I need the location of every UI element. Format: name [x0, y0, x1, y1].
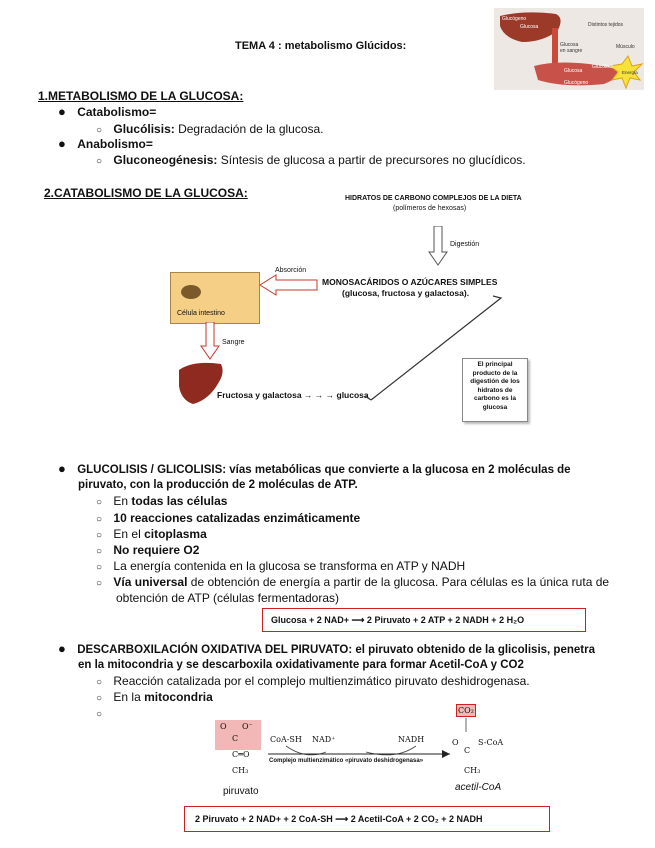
metabolism-illustration: [494, 8, 644, 90]
list-subitem: ○ En la mitocondria: [96, 690, 213, 704]
diagram-top-label: HIDRATOS DE CARBONO COMPLEJOS DE LA DIETA: [345, 195, 522, 202]
circle-bullet-icon: ○: [96, 693, 103, 704]
svg-text:Energía: Energía: [622, 70, 638, 75]
svg-text:Músculo: Músculo: [616, 44, 635, 50]
svg-text:Glucógeno: Glucógeno: [564, 80, 589, 86]
decarboxylation-equation: 2 Piruvato + 2 NAD+ + 2 CoA-SH ⟶ 2 Acetil-CoA + 2 CO₂ + 2 NADH: [184, 806, 550, 832]
blood-arrow-icon: [200, 322, 220, 360]
acetylcoa-label: acetil-CoA: [455, 782, 502, 793]
decarboxylation-heading-line2: en la mitocondria y se descarboxila oxidativamente para formar Acetil-CoA y CO2: [78, 659, 524, 671]
co2-box: CO₂: [456, 704, 476, 717]
glycolysis-equation: Glucosa + 2 NAD+ ⟶ 2 Piruvato + 2 ATP + 2 NADH + 2 H₂O: [262, 608, 586, 632]
absorption-arrow-icon: [258, 274, 318, 296]
enzyme-label: Complejo multienzimático «piruvato deshidrogenasa»: [269, 758, 424, 764]
circle-bullet-icon: ○: [96, 562, 103, 573]
pyruvate-structure: O O⁻ C C═O CH₃: [220, 722, 253, 775]
page-title: TEMA 4 : metabolismo Glúcidos:: [235, 40, 407, 52]
bullet-icon: ●: [58, 641, 66, 656]
coash-label: CoA-SH: [270, 735, 302, 744]
svg-text:Glucosa: Glucosa: [520, 24, 539, 30]
list-subitem: ○ En todas las células: [96, 494, 228, 508]
circle-bullet-icon: ○: [96, 709, 103, 720]
mono-label: MONOSACÁRIDOS O AZÚCARES SIMPLES: [322, 277, 498, 287]
nadh-label: NADH: [398, 735, 425, 744]
list-subitem: ○ Vía universal de obtención de energía a partir de la glucosa. Para células es la única ruta de: [96, 575, 610, 589]
bullet-icon: ●: [58, 104, 66, 119]
acetylcoa-structure: O C S-CoA CH₃: [452, 738, 504, 775]
section-1-heading: 1.METABOLISMO DE LA GLUCOSA:: [38, 89, 244, 103]
circle-bullet-icon: ○: [96, 677, 103, 688]
section-2-heading: 2.CATABOLISMO DE LA GLUCOSA:: [44, 186, 248, 200]
digestion-arrow-icon: [428, 226, 448, 266]
list-subitem: ○ Gluconeogénesis: Síntesis de glucosa a partir de precursores no glucídicos.: [96, 153, 526, 167]
svg-text:Distintos tejidos: Distintos tejidos: [588, 22, 624, 28]
nucleus-shape: [181, 285, 201, 299]
note-box: El principal producto de la digestión de los hidratos de carbono es la glucosa: [462, 358, 528, 422]
nad-label: NAD⁺: [312, 735, 336, 744]
list-subitem: ○ La energía contenida en la glucosa se transforma en ATP y NADH: [96, 559, 466, 573]
digestion-label: Digestión: [450, 241, 480, 248]
circle-bullet-icon: ○: [96, 578, 103, 589]
blood-label: Sangre: [222, 339, 245, 346]
svg-text:Glucógeno: Glucógeno: [502, 16, 527, 22]
list-subitem: ○ Reacción catalizada por el complejo multienzimático piruvato deshidrogenasa.: [96, 674, 530, 688]
circle-bullet-icon: ○: [96, 530, 103, 541]
circle-bullet-icon: ○: [96, 125, 103, 136]
list-subitem: ○ En el citoplasma: [96, 527, 207, 541]
glycolysis-continuation: obtención de ATP (células fermentadoras): [116, 591, 340, 605]
svg-text:Glucosa: Glucosa: [560, 42, 579, 48]
list-item: ● Anabolismo=: [58, 136, 153, 151]
list-subitem: ○ 10 reacciones catalizadas enzimáticamente: [96, 511, 361, 525]
circle-bullet-icon: ○: [96, 156, 103, 167]
svg-text:en sangre: en sangre: [560, 48, 583, 54]
svg-text:Glucólisis: Glucólisis: [592, 64, 614, 70]
glycolysis-heading-line2: piruvato, con la producción de 2 moléculas de ATP.: [78, 479, 358, 491]
list-subitem: [96, 705, 102, 723]
diagram-top-sublabel: (polímeros de hexosas): [393, 205, 467, 212]
bullet-icon: ●: [58, 461, 66, 476]
intestinal-cell: Célula intestino: [170, 272, 260, 324]
glycolysis-heading: ● GLUCOLISIS / GLICOLISIS: vías metabólicas que convierte a la glucosa en 2 moléculas de: [58, 461, 571, 476]
co2-release-line: [464, 718, 468, 732]
bullet-icon: ●: [58, 136, 66, 151]
decarboxylation-heading: ● DESCARBOXILACIÓN OXIDATIVA DEL PIRUVATO: el piruvato obtenido de la glicolisis, penetra: [58, 641, 595, 656]
circle-bullet-icon: ○: [96, 546, 103, 557]
circle-bullet-icon: ○: [96, 497, 103, 508]
list-subitem: ○ No requiere O2: [96, 543, 200, 557]
pyruvate-label: piruvato: [223, 786, 259, 797]
liver-conversion-text: Fructosa y galactosa → → → glucosa: [217, 390, 369, 400]
circle-bullet-icon: ○: [96, 514, 103, 525]
list-subitem: ○ Glucólisis: Degradación de la glucosa.: [96, 122, 324, 136]
mono-sublabel: (glucosa, fructosa y galactosa).: [342, 288, 470, 298]
list-item: ● Catabolismo=: [58, 104, 157, 119]
absorption-label: Absorción: [275, 267, 307, 274]
svg-text:Glucosa: Glucosa: [564, 68, 583, 74]
